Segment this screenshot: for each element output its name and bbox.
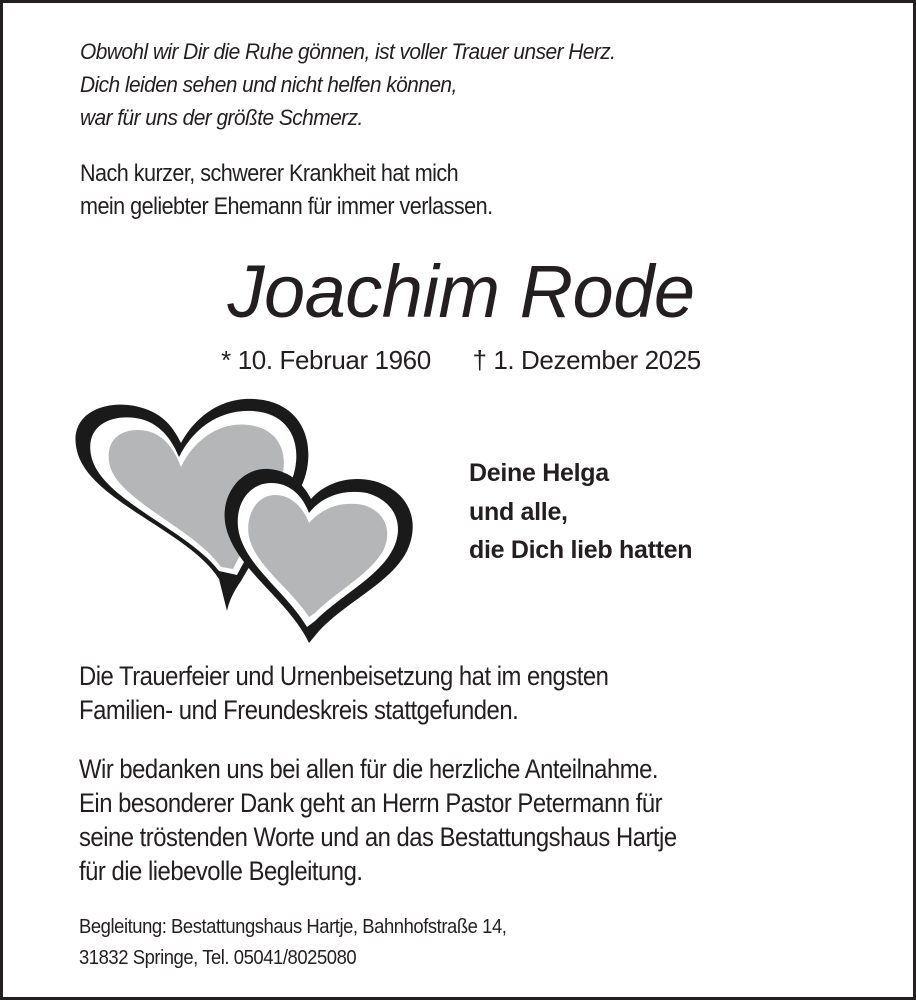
mourners-signature [469,454,692,570]
intro-line: Nach kurzer, schwerer Krankheit hat mich [80,160,459,187]
poem-verse [80,35,615,134]
thanks-line: Wir bedanken uns bei allen für die herzliche Anteilnahme. [79,754,658,784]
thanks-line: seine tröstenden Worte und an das Bestattungshaus Hartje [79,822,677,852]
poem-line: war für uns der größte Schmerz. [80,105,363,130]
birth-star-icon: * [221,345,231,375]
two-hearts-icon [69,391,429,649]
deceased-name: Joachim Rode [227,250,695,333]
death-date: 1. Dezember 2025 [493,345,701,375]
mourners-line: die Dich lieb hatten [469,536,693,564]
funeral-home-contact [79,911,506,973]
mourners-line: und alle, [469,497,568,526]
thanks-paragraph [79,752,677,888]
contact-line: Begleitung: Bestattungshaus Hartje, Bahnhofstraße 14, [79,915,507,938]
small-heart-icon [225,469,413,643]
poem-line: Dich leiden sehen und nicht helfen können, [80,72,457,97]
ceremony-line: Familien- und Freundeskreis stattgefunden. [79,695,519,725]
ceremony-paragraph [79,659,608,727]
life-dates [3,343,916,377]
thanks-line: Ein besonderer Dank geht an Herrn Pastor Petermann für [79,788,663,818]
birth-date: 10. Februar 1960 [237,345,431,375]
thanks-line: für die liebevolle Begleitung. [79,856,363,886]
poem-line: Obwohl wir Dir die Ruhe gönnen, ist voller Trauer unser Herz. [80,39,616,64]
intro-line: mein geliebter Ehemann für immer verlassen. [80,193,493,220]
intro-text [80,157,493,223]
death-cross-icon: † [472,345,487,375]
ceremony-line: Die Trauerfeier und Urnenbeisetzung hat im engsten [79,661,609,691]
contact-line: 31832 Springe, Tel. 05041/8025080 [79,946,357,969]
mourners-line: Deine Helga [469,459,609,487]
